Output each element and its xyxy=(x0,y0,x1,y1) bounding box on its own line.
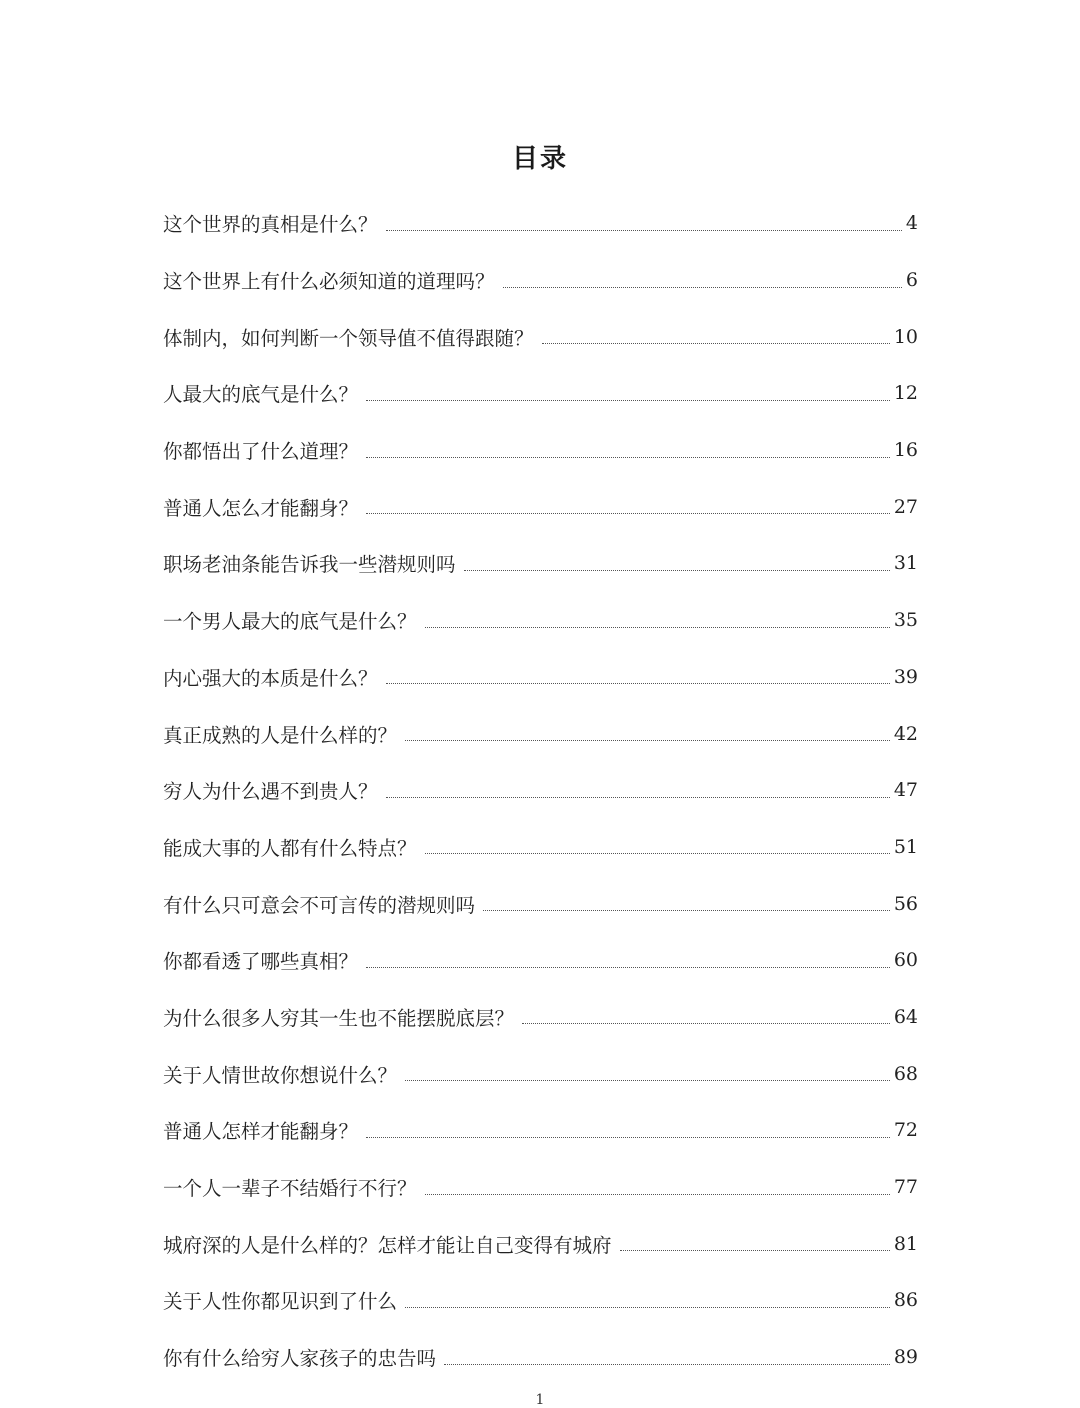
dot-leader xyxy=(503,287,902,288)
toc-entry[interactable] xyxy=(163,1045,918,1102)
toc-entry-page: 64 xyxy=(893,1005,918,1028)
toc-entry[interactable] xyxy=(163,819,918,876)
dot-leader xyxy=(405,1080,890,1081)
toc-entry-title: 真正成熟的人是什么样的？ xyxy=(163,723,398,747)
toc-entry[interactable] xyxy=(163,932,918,989)
toc-entry-title: 职场老油条能告诉我一些潜规则吗 xyxy=(163,553,456,577)
toc-entry[interactable] xyxy=(163,308,918,365)
toc-entry-title: 你都看透了哪些真相？ xyxy=(163,950,359,974)
toc-entry-page: 51 xyxy=(893,835,918,858)
toc-entry-title: 这个世界上有什么必须知道的道理吗？ xyxy=(163,270,495,294)
dot-leader xyxy=(542,343,890,344)
toc-entry-page: 60 xyxy=(893,949,918,972)
toc-entry-page: 27 xyxy=(893,495,918,518)
dot-leader xyxy=(464,570,890,571)
toc-entry-page: 39 xyxy=(893,665,918,688)
dot-leader xyxy=(386,683,890,684)
dot-leader xyxy=(483,910,890,911)
toc-entry[interactable] xyxy=(163,422,918,479)
toc-entry-page: 47 xyxy=(893,779,918,802)
dot-leader xyxy=(366,457,890,458)
dot-leader xyxy=(386,797,890,798)
toc-entry-page: 16 xyxy=(893,439,918,462)
toc-entry-title: 人最大的底气是什么？ xyxy=(163,383,359,407)
toc-entry-title: 城府深的人是什么样的？怎样才能让自己变得有城府 xyxy=(163,1233,612,1257)
dot-leader xyxy=(444,1364,890,1365)
toc-entry-page: 68 xyxy=(893,1062,918,1085)
toc-entry-title: 内心强大的本质是什么？ xyxy=(163,666,378,690)
toc-entry-page: 35 xyxy=(893,609,918,632)
toc-entry-page: 4 xyxy=(905,212,918,235)
toc-entry[interactable] xyxy=(163,478,918,535)
toc-entry-title: 为什么很多人穷其一生也不能摆脱底层？ xyxy=(163,1006,515,1030)
toc-entry[interactable] xyxy=(163,1215,918,1272)
toc-entry[interactable] xyxy=(163,195,918,252)
toc-entry[interactable] xyxy=(163,649,918,706)
page-number: 1 xyxy=(535,1392,545,1408)
toc-entry-page: 72 xyxy=(893,1119,918,1142)
toc-entry-title: 能成大事的人都有什么特点？ xyxy=(163,836,417,860)
toc-entry[interactable] xyxy=(163,592,918,649)
toc-entry[interactable] xyxy=(163,1102,918,1159)
toc-entry-title: 一个人一辈子不结婚行不行？ xyxy=(163,1177,417,1201)
dot-leader xyxy=(366,1137,890,1138)
toc-entry[interactable] xyxy=(163,535,918,592)
toc-entry[interactable] xyxy=(163,252,918,309)
dot-leader xyxy=(620,1250,890,1251)
dot-leader xyxy=(366,513,890,514)
toc-entry-title: 有什么只可意会不可言传的潜规则吗 xyxy=(163,893,476,917)
toc-entry-page: 10 xyxy=(893,325,918,348)
dot-leader xyxy=(366,400,890,401)
toc-entry[interactable] xyxy=(163,875,918,932)
toc-entry-title: 穷人为什么遇不到贵人？ xyxy=(163,780,378,804)
toc-entry-page: 81 xyxy=(893,1232,918,1255)
dot-leader xyxy=(405,1307,890,1308)
toc-entry[interactable] xyxy=(163,1159,918,1216)
toc-entry-title: 关于人性你都见识到了什么 xyxy=(163,1290,398,1314)
toc-entry[interactable] xyxy=(163,705,918,762)
toc-entry-title: 关于人情世故你想说什么？ xyxy=(163,1063,398,1087)
toc-entry-title: 你都悟出了什么道理？ xyxy=(163,440,359,464)
dot-leader xyxy=(425,1194,890,1195)
dot-leader xyxy=(386,230,902,231)
dot-leader xyxy=(405,740,890,741)
toc-entry-page: 77 xyxy=(893,1176,918,1199)
toc-entry-title: 一个男人最大的底气是什么？ xyxy=(163,610,417,634)
toc-entry-page: 89 xyxy=(893,1346,918,1369)
toc-entry[interactable] xyxy=(163,989,918,1046)
toc-entry-page: 86 xyxy=(893,1289,918,1312)
toc-entry[interactable] xyxy=(163,762,918,819)
table-of-contents xyxy=(163,195,918,1385)
toc-entry[interactable] xyxy=(163,1329,918,1386)
dot-leader xyxy=(425,853,890,854)
dot-leader xyxy=(366,967,890,968)
toc-entry-page: 42 xyxy=(893,722,918,745)
dot-leader xyxy=(522,1023,890,1024)
toc-entry-title: 你有什么给穷人家孩子的忠告吗 xyxy=(163,1347,437,1371)
toc-entry-page: 12 xyxy=(893,382,918,405)
toc-entry-page: 56 xyxy=(893,892,918,915)
toc-heading: 目录 xyxy=(511,144,568,174)
toc-entry[interactable] xyxy=(163,365,918,422)
toc-entry-title: 体制内，如何判断一个领导值不值得跟随？ xyxy=(163,326,534,350)
toc-entry-title: 普通人怎么才能翻身？ xyxy=(163,496,359,520)
toc-entry-title: 这个世界的真相是什么？ xyxy=(163,213,378,237)
toc-entry-title: 普通人怎样才能翻身？ xyxy=(163,1120,359,1144)
toc-entry-page: 6 xyxy=(905,269,918,292)
toc-entry[interactable] xyxy=(163,1272,918,1329)
dot-leader xyxy=(425,627,890,628)
toc-entry-page: 31 xyxy=(893,552,918,575)
